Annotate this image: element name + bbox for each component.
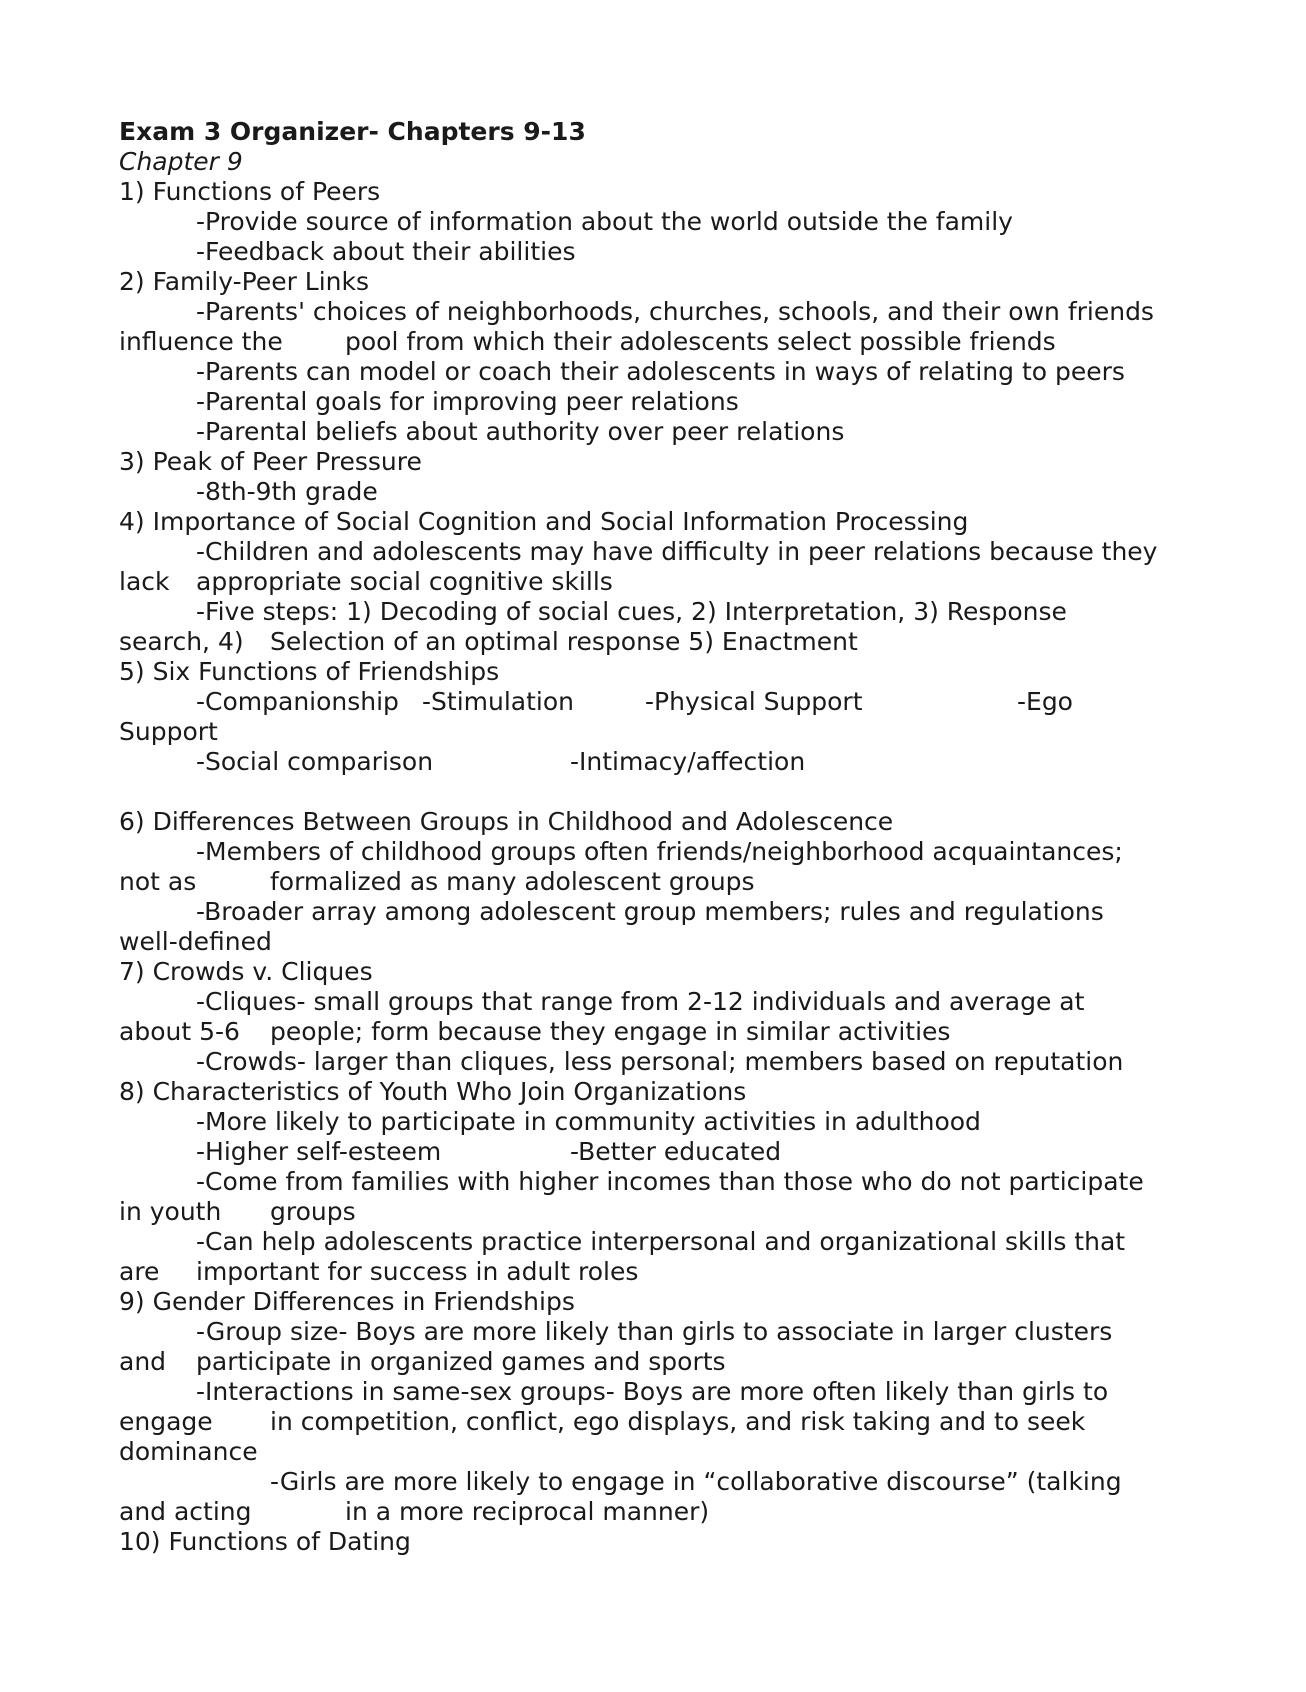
- wrap-line: in competition, conflict, ego displays, and risk taking and to seek: [270, 1407, 1086, 1436]
- wrap-line: engage: [119, 1407, 213, 1436]
- wrap-line: participate in organized games and sports: [196, 1347, 726, 1376]
- wrap-line: in a more reciprocal manner): [345, 1497, 710, 1526]
- bullet-line: -Stimulation: [422, 687, 574, 716]
- document-title: Exam 3 Organizer- Chapters 9-13: [119, 117, 586, 146]
- section-heading: 4) Importance of Social Cognition and Social Information Processing: [119, 507, 969, 536]
- bullet-line: -Feedback about their abilities: [196, 237, 576, 266]
- bullet-line: -Companionship: [196, 687, 399, 716]
- bullet-line: -Girls are more likely to engage in “collaborative discourse” (talking: [270, 1467, 1122, 1496]
- wrap-line: groups: [270, 1197, 356, 1226]
- wrap-line: Selection of an optimal response 5) Enactment: [270, 627, 858, 656]
- bullet-line: -Parental beliefs about authority over peer relations: [196, 417, 845, 446]
- bullet-line: -Can help adolescents practice interpersonal and organizational skills that: [196, 1227, 1126, 1256]
- bullet-line: -Provide source of information about the world outside the family: [196, 207, 1013, 236]
- section-heading: 8) Characteristics of Youth Who Join Organizations: [119, 1077, 747, 1106]
- bullet-line: -Five steps: 1) Decoding of social cues, 2) Interpretation, 3) Response: [196, 597, 1067, 626]
- bullet-line: -Ego: [1017, 687, 1073, 716]
- section-heading: 2) Family-Peer Links: [119, 267, 370, 296]
- bullet-line: -Members of childhood groups often friends/neighborhood acquaintances;: [196, 837, 1123, 866]
- wrap-line: well-defined: [119, 927, 272, 956]
- bullet-line: -Social comparison: [196, 747, 434, 776]
- bullet-line: -Crowds- larger than cliques, less personal; members based on reputation: [196, 1047, 1124, 1076]
- chapter-heading: Chapter 9: [119, 147, 243, 176]
- bullet-line: -Broader array among adolescent group members; rules and regulations: [196, 897, 1104, 926]
- section-heading: 3) Peak of Peer Pressure: [119, 447, 422, 476]
- bullet-line: -Come from families with higher incomes than those who do not participate: [196, 1167, 1144, 1196]
- section-heading: 7) Crowds v. Cliques: [119, 957, 373, 986]
- section-heading: 1) Functions of Peers: [119, 177, 381, 206]
- bullet-line: -Better educated: [570, 1137, 782, 1166]
- section-heading: 6) Differences Between Groups in Childhood and Adolescence: [119, 807, 894, 836]
- section-heading: 10) Functions of Dating: [119, 1527, 411, 1556]
- bullet-line: -Interactions in same-sex groups- Boys are more often likely than girls to: [196, 1377, 1109, 1406]
- bullet-line: -Physical Support: [645, 687, 863, 716]
- section-heading: 5) Six Functions of Friendships: [119, 657, 500, 686]
- wrap-line: dominance: [119, 1437, 258, 1466]
- wrap-line: formalized as many adolescent groups: [270, 867, 755, 896]
- bullet-line: -More likely to participate in community activities in adulthood: [196, 1107, 981, 1136]
- bullet-line: -Parents can model or coach their adolescents in ways of relating to peers: [196, 357, 1125, 386]
- wrap-line: and acting: [119, 1497, 252, 1526]
- bullet-line: -Intimacy/affection: [570, 747, 806, 776]
- wrap-line: pool from which their adolescents select possible friends: [345, 327, 1056, 356]
- wrap-line: people; form because they engage in similar activities: [270, 1017, 951, 1046]
- wrap-line: search, 4): [119, 627, 244, 656]
- wrap-line: about 5-6: [119, 1017, 240, 1046]
- wrap-line: Support: [119, 717, 218, 746]
- wrap-line: not as: [119, 867, 197, 896]
- bullet-line: -Higher self-esteem: [196, 1137, 442, 1166]
- wrap-line: appropriate social cognitive skills: [196, 567, 613, 596]
- wrap-line: influence the: [119, 327, 283, 356]
- wrap-line: lack: [119, 567, 170, 596]
- bullet-line: -Group size- Boys are more likely than girls to associate in larger clusters: [196, 1317, 1113, 1346]
- wrap-line: in youth: [119, 1197, 222, 1226]
- bullet-line: -Parents' choices of neighborhoods, churches, schools, and their own friends: [196, 297, 1154, 326]
- bullet-line: -Parental goals for improving peer relations: [196, 387, 739, 416]
- bullet-line: -Cliques- small groups that range from 2-12 individuals and average at: [196, 987, 1085, 1016]
- wrap-line: important for success in adult roles: [196, 1257, 639, 1286]
- wrap-line: are: [119, 1257, 160, 1286]
- bullet-line: -8th-9th grade: [196, 477, 378, 506]
- bullet-line: -Children and adolescents may have difficulty in peer relations because they: [196, 537, 1158, 566]
- wrap-line: and: [119, 1347, 167, 1376]
- section-heading: 9) Gender Differences in Friendships: [119, 1287, 575, 1316]
